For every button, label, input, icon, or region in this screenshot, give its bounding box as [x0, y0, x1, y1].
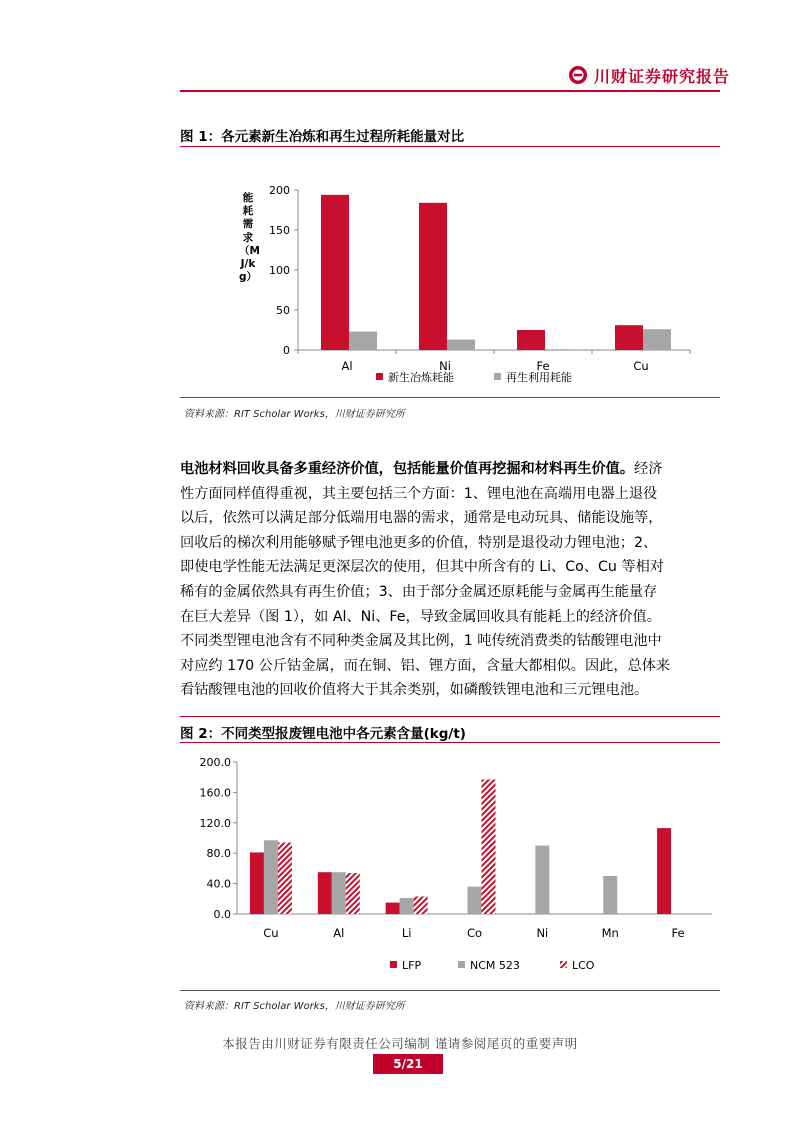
body-line: 不同类型锂电池含有不同种类金属及其比例，1 吨传统消费类的钴酸锂电池中 — [180, 633, 662, 650]
y-tick-label: 100 — [269, 264, 290, 277]
x-tick-label: Cu — [263, 926, 279, 940]
x-tick-label: Cu — [633, 359, 649, 373]
legend-swatch — [390, 961, 397, 968]
bar-Cu-LCO — [278, 843, 292, 914]
bar-Fe-LFP — [657, 828, 671, 914]
x-tick-label: Co — [466, 926, 483, 940]
y-tick-label: 80.0 — [206, 847, 231, 861]
y-tick-label: 40.0 — [206, 877, 231, 891]
body-line: 对应约 170 公斤钴金属，而在铜、铝、锂方面，含量大都相似。因此，总体来 — [180, 657, 671, 674]
x-tick-label: Fe — [536, 359, 550, 373]
legend-label: 再生利用耗能 — [506, 371, 572, 384]
body-line: 在巨大差异（图 1），如 Al、Ni、Fe，导致金属回收具有能耗上的经济价值。 — [180, 608, 661, 625]
footer-disclaimer: 本报告由川财证券有限责任公司编制 谨请参阅尾页的重要声明 — [222, 1036, 578, 1051]
x-tick-label: Fe — [671, 926, 685, 940]
legend-label: 新生冶炼耗能 — [388, 371, 454, 384]
bar-Li-LCO — [414, 897, 428, 914]
y-tick-label: 0.0 — [213, 908, 231, 921]
bar-Mn-NCM-523 — [603, 876, 617, 914]
legend-label: NCM 523 — [470, 959, 520, 972]
figure1-source: 资料来源：RIT Scholar Works，川财证券研究所 — [184, 409, 405, 420]
bar-Co-LCO — [482, 779, 496, 914]
x-tick-label: Al — [341, 359, 353, 373]
y-tick-label: 50 — [276, 304, 290, 317]
figure1-ylabel: 能耗需求（MJ/kg） — [239, 192, 260, 284]
y-tick-label: 200 — [269, 184, 290, 197]
figure2-bottom-rule — [180, 990, 720, 991]
body-line: 回收后的梯次利用能够赋予锂电池更多的价值，特别是退役动力锂电池；2、 — [180, 534, 658, 551]
x-tick-label: Mn — [601, 926, 619, 940]
bar-Cu-LFP — [250, 852, 264, 914]
x-tick-label: Ni — [439, 359, 451, 373]
bar-Ni-NCM-523 — [535, 846, 549, 914]
bar-Li-NCM-523 — [400, 898, 414, 914]
x-tick-label: Li — [401, 926, 412, 940]
figure2-title: 图 2：不同类型报废锂电池中各元素含量(kg/t) — [180, 726, 466, 742]
body-line: 稀有的金属依然具有再生价值；3、由于部分金属还原耗能与金属再生能量存 — [180, 583, 658, 600]
figure1-title: 图 1：各元素新生冶炼和再生过程所耗能量对比 — [180, 129, 465, 145]
y-tick-label: 0 — [283, 344, 290, 357]
bar-Al-LFP — [318, 872, 332, 914]
body-line-1-rest: 经济 — [634, 461, 663, 477]
bar-Al-NCM-523 — [332, 872, 346, 914]
legend-swatch — [560, 961, 567, 968]
bar-Al-LCO — [346, 873, 360, 914]
y-tick-label: 120.0 — [199, 816, 231, 830]
legend-swatch — [458, 961, 465, 968]
body-line: 看钴酸锂电池的回收价值将大于其余类别，如磷酸铁锂电池和三元锂电池。 — [180, 682, 649, 699]
x-tick-label: Al — [333, 926, 345, 940]
y-tick-label: 150 — [269, 224, 290, 237]
body-line: 性方面同样值得重视，其主要包括三个方面：1、锂电池在高端用电器上退役 — [180, 485, 658, 502]
bar-Cu-NCM-523 — [264, 840, 278, 914]
y-tick-label: 160.0 — [199, 786, 231, 800]
y-tick-label: 200.0 — [199, 756, 231, 769]
bar-Li-LFP — [386, 903, 400, 914]
body-line: 即使电学性能无法满足更深层次的使用，但其中所含有的 Li、Co、Cu 等相对 — [180, 559, 664, 576]
body-line: 以后，依然可以满足部分低端用电器的需求，通常是电动玩具、储能设施等， — [180, 510, 663, 527]
legend-label: LFP — [402, 959, 422, 972]
legend-label: LCO — [572, 959, 595, 972]
report-header-title: 川财证券研究报告 — [594, 67, 731, 86]
bar-Co-NCM-523 — [468, 887, 482, 914]
figure2-source: 资料来源：RIT Scholar Works，川财证券研究所 — [184, 1001, 405, 1012]
page-number: 5/21 — [393, 1057, 423, 1071]
x-tick-label: Ni — [536, 926, 549, 940]
body-lead-sentence: 电池材料回收具备多重经济价值，包括能量价值再挖掘和材料再生价值。 — [180, 461, 635, 477]
